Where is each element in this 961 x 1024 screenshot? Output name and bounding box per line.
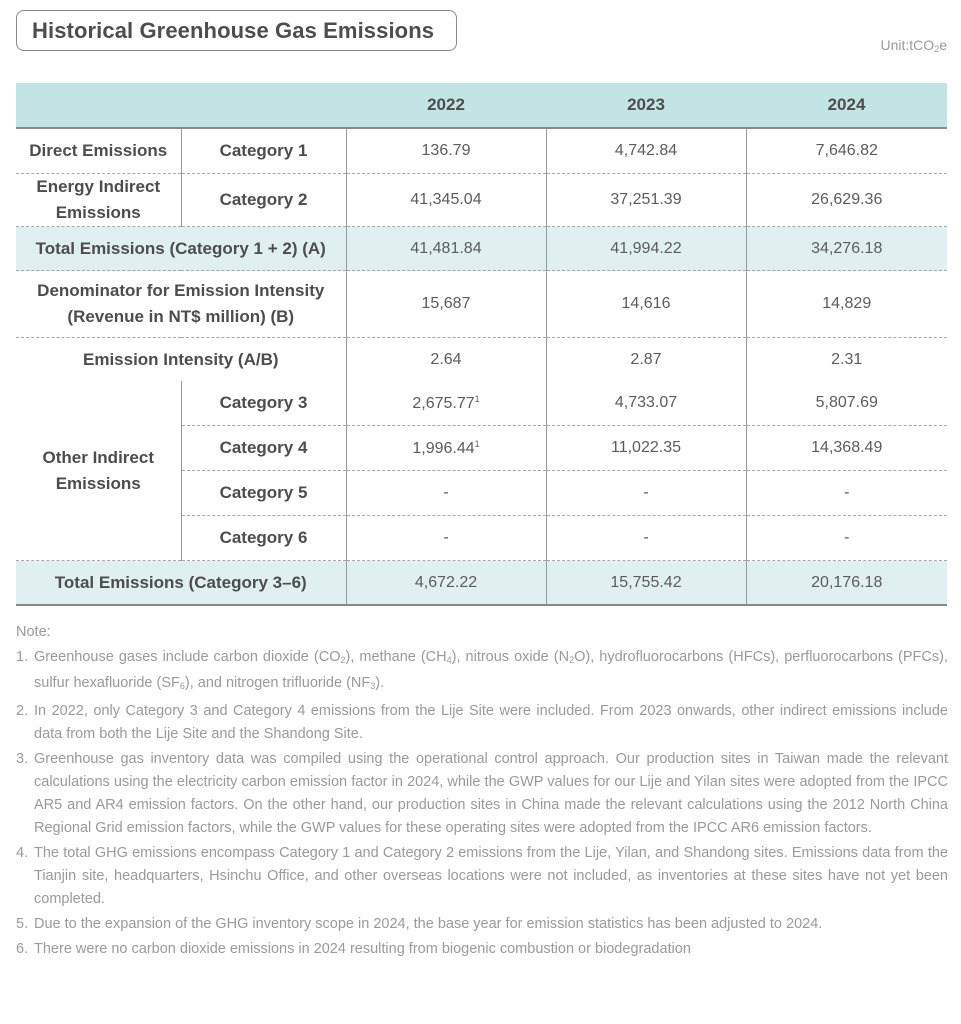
cell-value: 14,616 (546, 271, 746, 338)
notes-list (16, 646, 948, 961)
cell-value: 136.79 (346, 128, 546, 174)
note-item: 4. The total GHG emissions encompass Category 1 and Category 2 emissions from the Lije, Yilan, and Shandong sites. Emissions data from the Tianjin site, headquarters, Hsinchu Office, and other overseas locations were not included, as inventories at these sites have not yet been completed. (16, 845, 948, 907)
cell-value: 41,481.84 (346, 227, 546, 271)
footnote-marker: 1 (474, 438, 480, 449)
header-year: 2023 (546, 83, 746, 128)
cell-value: 4,733.07 (546, 381, 746, 426)
table-row-denominator (16, 271, 947, 338)
cell-value: 34,276.18 (746, 227, 947, 271)
cell-value: 11,022.35 (546, 426, 746, 471)
table-row-total-3-6 (16, 561, 947, 606)
row-label: Category 4 (181, 426, 346, 471)
cell-value: 41,345.04 (346, 174, 546, 227)
cell-value: - (346, 471, 546, 516)
cell-value: 5,807.69 (746, 381, 947, 426)
header-blank (16, 83, 346, 128)
note-item: 2. In 2022, only Category 3 and Category 4 emissions from the Lije Site were included. From 2023 onwards, other indirect emissions include data from both the Lije Site and the Shandong Site. (16, 703, 948, 742)
row-label: Category 2 (181, 174, 346, 227)
header-year: 2024 (746, 83, 947, 128)
cell-value: 2.31 (746, 338, 947, 382)
row-group-label: Other Indirect Emissions (42, 447, 154, 493)
note-item: 1. Greenhouse gases include carbon dioxide $(CO_2)$, methane $(CH_4)$, nitrous oxide $(N_2O)$, hydrofluorocarbons (HFCs), perfluorocarbons (PFCs), sulfur hexafluoride $(SF_6)$, and nitrogen trifluoride $(NF_3)$. (16, 649, 948, 691)
unit-label: Unit:tCO$_2$e (880, 37, 947, 54)
row-label: Denominator for Emission Intensity (Revenue in NT$ million) (B) (16, 271, 346, 338)
table-row-category-1 (16, 128, 947, 174)
header-row (16, 83, 947, 128)
row-label: Category 5 (181, 471, 346, 516)
cell-value: 4,672.22 (346, 561, 546, 606)
table-row-total-a (16, 227, 947, 271)
emissions-table (16, 83, 947, 606)
section-title-box (16, 10, 457, 51)
cell-value: 2.64 (346, 338, 546, 382)
cell-value: 37,251.39 (546, 174, 746, 227)
row-label: Total Emissions (Category 3–6) (16, 561, 346, 606)
note-item: 6. There were no carbon dioxide emissions in 2024 resulting from biogenic combustion or biodegradation (16, 941, 691, 957)
cell-value: 1,996.44$^1$ (346, 426, 546, 471)
page-title: Historical Greenhouse Gas Emissions (32, 17, 435, 43)
cell-value: 15,687 (346, 271, 546, 338)
row-label: Category 6 (181, 516, 346, 561)
row-label: Category 1 (181, 128, 346, 174)
row-group-label: Energy Indirect Emissions (16, 174, 181, 227)
footnote-marker: 1 (474, 393, 480, 404)
cell-value: - (546, 471, 746, 516)
row-group-label: Direct Emissions (16, 128, 181, 174)
cell-value: - (746, 516, 947, 561)
row-label: Emission Intensity (A/B) (82, 349, 279, 369)
cell-value: 14,368.49 (746, 426, 947, 471)
table-row-category-2 (16, 174, 947, 227)
cell-value: 2,675.77$^1$ (346, 381, 546, 426)
notes-section (16, 620, 948, 963)
cell-value: 15,755.42 (546, 561, 746, 606)
table-row-category-3 (16, 381, 947, 426)
cell-value: 26,629.36 (746, 174, 947, 227)
cell-value: 4,742.84 (546, 128, 746, 174)
cell-value: - (546, 516, 746, 561)
table-row-intensity (16, 338, 947, 382)
note-item: 5. Due to the expansion of the GHG inventory scope in 2024, the base year for emission statistics has been adjusted to 2024. (16, 916, 823, 932)
cell-value: 2.87 (546, 338, 746, 382)
notes-heading: Note: (16, 624, 51, 640)
cell-value: 41,994.22 (546, 227, 746, 271)
row-label: Total Emissions (Category 1 + 2) (A) (16, 227, 346, 271)
cell-value: - (746, 471, 947, 516)
cell-value: 14,829 (746, 271, 947, 338)
cell-value: - (346, 516, 546, 561)
header-year: 2022 (346, 83, 546, 128)
row-label: Category 3 (181, 381, 346, 426)
note-item: 3. Greenhouse gas inventory data was compiled using the operational control approach. Our production sites in Taiwan made the relevant calculations using the electricity carbon emission factor in 2024, while the GWP values for our Lije and Yilan sites were adopted from the IPCC AR5 and AR4 emission factors. On the other hand, our production sites in China made the relevant calculations using the 2012 North China Regional Grid emission factors, while the GWP values for these operating sites were adopted from the IPCC AR6 emission factors. (16, 751, 948, 836)
cell-value: 7,646.82 (746, 128, 947, 174)
cell-value: 20,176.18 (746, 561, 947, 606)
